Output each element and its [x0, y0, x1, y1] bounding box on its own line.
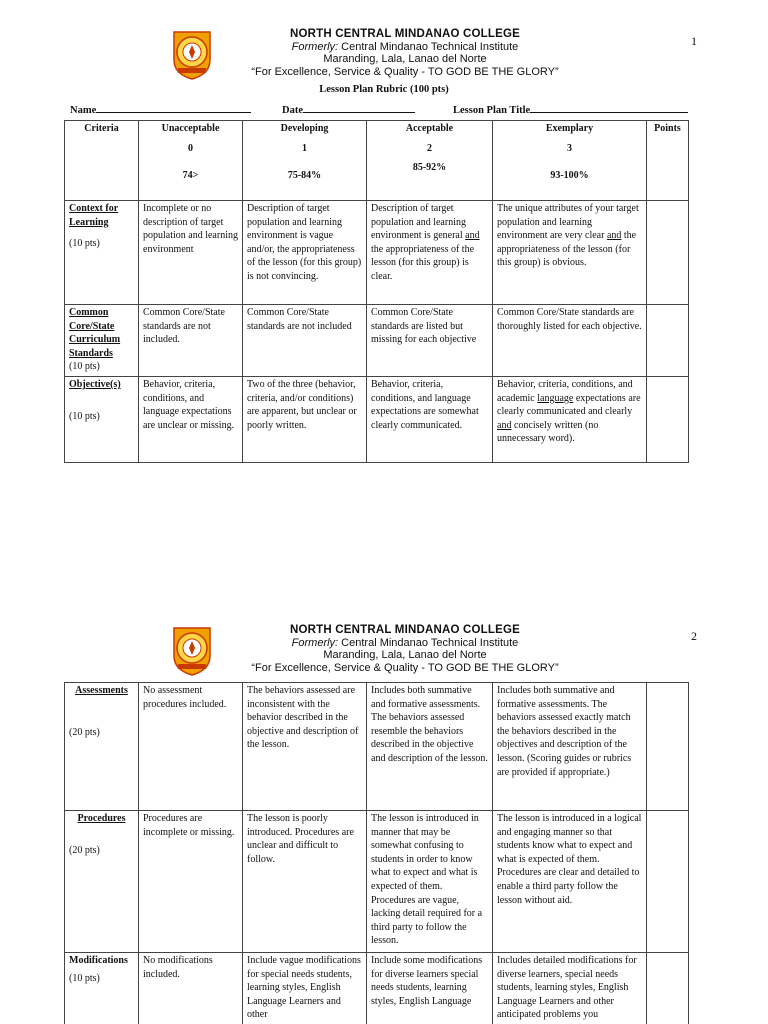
page-number: 2 — [691, 629, 697, 643]
college-header — [0, 624, 768, 686]
unacceptable-cell: Procedures are incomplete or missing. — [139, 811, 243, 953]
exemplary-cell: The unique attributes of your target population and learning environment are very clear and the appropriateness of the lesson (for this group) is obvious. — [493, 201, 647, 305]
points-cell[interactable] — [647, 305, 689, 377]
row-context-for-learning — [65, 201, 689, 305]
points-cell[interactable] — [647, 683, 689, 811]
developing-cell: The behaviors assessed are inconsistent with the behavior described in the objective and description of the lesson. — [243, 683, 367, 811]
developing-cell: Description of target population and learning environment is vague and/or, the appropriateness of the lesson (for this group) is not convincing. — [243, 201, 367, 305]
lesson-plan-title-field[interactable]: Lesson Plan Title — [453, 103, 688, 116]
acceptable-cell: Description of target population and learning environment is general and the appropriateness of the lesson (for this group) is clear. — [367, 201, 493, 305]
college-name: NORTH CENTRAL MINDANAO COLLEGE — [289, 624, 521, 636]
criteria-cell: Assessments (20 pts) — [65, 683, 139, 811]
row-objectives — [65, 377, 689, 463]
points-cell[interactable] — [647, 377, 689, 463]
college-address: Maranding, Lala, Lanao del Norte — [323, 53, 487, 65]
col-exemplary: Exemplary 3 93-100% — [493, 121, 647, 201]
acceptable-cell: Include some modifications for diverse learners special needs students, learning styles, English Language — [367, 953, 493, 1024]
rubric-table-page-1 — [64, 120, 689, 463]
header-text — [140, 28, 670, 78]
college-motto: “For Excellence, Service & Quality - TO GOD BE THE GLORY” — [251, 65, 559, 78]
row-assessments — [65, 683, 689, 811]
unacceptable-cell: No assessment procedures included. — [139, 683, 243, 811]
developing-cell: Two of the three (behavior, criteria, and/or conditions) are apparent, but unclear or poorly written. — [243, 377, 367, 463]
developing-cell: Include vague modifications for special needs students, learning styles, English Language Learners and other — [243, 953, 367, 1024]
criteria-cell: Modifications (10 pts) — [65, 953, 139, 1024]
formerly-line: Formerly: Central Mindanao Technical Institute — [291, 40, 519, 53]
header-text — [140, 624, 670, 674]
acceptable-cell: Behavior, criteria, conditions, and language expectations are somewhat clearly communicated. — [367, 377, 493, 463]
rubric-title: Lesson Plan Rubric (100 pts) — [319, 84, 449, 95]
criteria-cell: Objective(s) (10 pts) — [65, 377, 139, 463]
exemplary-cell: Behavior, criteria, conditions, and academic language expectations are clearly communicated and clearly and concisely written (no unnecessary word). — [493, 377, 647, 463]
developing-cell: Common Core/State standards are not included — [243, 305, 367, 377]
exemplary-cell: Includes both summative and formative assessments. The behaviors assessed exactly match the behaviors described in the objectives and description of the lesson. (Scoring guides or rubrics are provided if appropriate.) — [493, 683, 647, 811]
points-cell[interactable] — [647, 953, 689, 1024]
exemplary-cell: The lesson is introduced in a logical and engaging manner so that students know what to expect and what is expected of them. Procedures are clear and detailed to enable a third party follow the lesson without aid. — [493, 811, 647, 953]
criteria-cell: Context for Learning (10 pts) — [65, 201, 139, 305]
college-motto: “For Excellence, Service & Quality - TO GOD BE THE GLORY” — [251, 661, 559, 674]
col-developing: Developing 1 75-84% — [243, 121, 367, 201]
name-field[interactable]: Name — [70, 103, 251, 116]
points-cell[interactable] — [647, 811, 689, 953]
criteria-cell: Procedures (20 pts) — [65, 811, 139, 953]
acceptable-cell: Common Core/State standards are listed but missing for each objective — [367, 305, 493, 377]
college-address: Maranding, Lala, Lanao del Norte — [323, 649, 487, 661]
points-cell[interactable] — [647, 201, 689, 305]
date-field[interactable]: Date — [282, 103, 415, 116]
col-unacceptable: Unacceptable 0 74> — [139, 121, 243, 201]
unacceptable-cell: Common Core/State standards are not included. — [139, 305, 243, 377]
developing-cell: The lesson is poorly introduced. Procedures are unclear and difficult to follow. — [243, 811, 367, 953]
row-procedures — [65, 811, 689, 953]
unacceptable-cell: Behavior, criteria, conditions, and language expectations are unclear or missing. — [139, 377, 243, 463]
exemplary-cell: Common Core/State standards are thoroughly listed for each objective. — [493, 305, 647, 377]
col-points: Points — [647, 121, 689, 201]
college-name: NORTH CENTRAL MINDANAO COLLEGE — [289, 28, 521, 40]
rubric-table-page-2 — [64, 682, 689, 1024]
rubric-header-row — [65, 121, 689, 201]
row-modifications — [65, 953, 689, 1024]
row-curriculum-standards — [65, 305, 689, 377]
unacceptable-cell: No modifications included. — [139, 953, 243, 1024]
col-criteria: Criteria — [65, 121, 139, 201]
acceptable-cell: The lesson is introduced in manner that may be somewhat confusing to students in order to know what to expect and what is expected of them. Procedures are vague, lacking detail required for a third party to follow the lesson. — [367, 811, 493, 953]
page-number: 1 — [691, 34, 697, 48]
college-header — [0, 28, 768, 90]
col-acceptable: Acceptable 2 85-92% — [367, 121, 493, 201]
criteria-cell: Common Core/State Curriculum Standards (10 pts) — [65, 305, 139, 377]
formerly-line: Formerly: Central Mindanao Technical Institute — [291, 636, 519, 649]
unacceptable-cell: Incomplete or no description of target population and learning environment — [139, 201, 243, 305]
exemplary-cell: Includes detailed modifications for diverse learners, special needs students, learning styles, English Language Learners and other anticipated problems you — [493, 953, 647, 1024]
acceptable-cell: Includes both summative and formative assessments. The behaviors assessed resemble the behaviors described in the objective and description of the lesson. — [367, 683, 493, 811]
